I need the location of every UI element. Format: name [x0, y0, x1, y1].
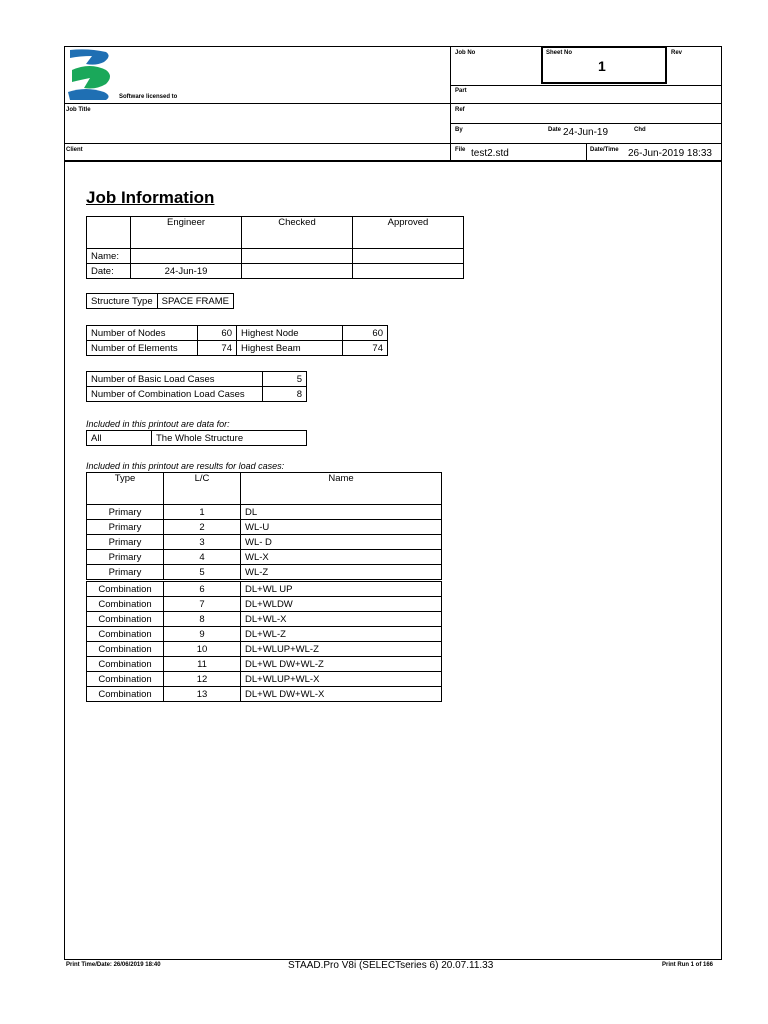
counts-table	[86, 325, 388, 356]
highest-beam-value: 74	[343, 341, 388, 356]
highest-node-value: 60	[343, 326, 388, 341]
table-row	[87, 687, 442, 702]
highest-node-label: Highest Node	[237, 326, 343, 341]
approval-date-label: Date:	[87, 264, 131, 279]
included-data-caption: Included in this printout are data for:	[86, 419, 230, 429]
footer-print-time: Print Time/Date: 26/06/2019 18:40	[66, 962, 161, 968]
approval-col-checked: Checked	[242, 217, 353, 249]
results-header-name: Name	[241, 473, 442, 505]
header-rule	[64, 103, 722, 104]
result-name: DL+WLUP+WL-X	[241, 672, 442, 687]
table-row	[87, 550, 442, 565]
result-lc: 13	[164, 687, 241, 702]
result-lc: 4	[164, 550, 241, 565]
table-row	[87, 672, 442, 687]
job-title-label: Job Title	[66, 107, 91, 113]
result-lc: 7	[164, 597, 241, 612]
page-title: Job Information	[86, 188, 215, 207]
result-type: Combination	[87, 597, 164, 612]
approval-corner-cell	[87, 217, 131, 249]
result-name: DL+WLDW	[241, 597, 442, 612]
result-name: DL+WL DW+WL-Z	[241, 657, 442, 672]
combo-load-cases-label: Number of Combination Load Cases	[87, 387, 263, 402]
result-type: Combination	[87, 642, 164, 657]
approval-col-engineer: Engineer	[131, 217, 242, 249]
structure-type-label: Structure Type	[87, 294, 158, 309]
result-type: Primary	[87, 550, 164, 565]
by-label: By	[455, 127, 463, 133]
table-row	[87, 505, 442, 520]
result-lc: 6	[164, 581, 241, 597]
result-lc: 11	[164, 657, 241, 672]
result-type: Combination	[87, 687, 164, 702]
approval-col-approved: Approved	[353, 217, 464, 249]
chd-label: Chd	[634, 127, 646, 133]
result-type: Combination	[87, 657, 164, 672]
part-label: Part	[455, 88, 467, 94]
table-row	[87, 657, 442, 672]
bentley-b-logo-icon	[66, 48, 118, 107]
client-label: Client	[66, 147, 83, 153]
basic-load-cases-label: Number of Basic Load Cases	[87, 372, 263, 387]
header-rule	[64, 143, 722, 144]
rev-label: Rev	[671, 50, 683, 56]
table-row	[87, 581, 442, 597]
datetime-value: 26-Jun-2019 18:33	[628, 148, 712, 159]
result-name: DL+WL DW+WL-X	[241, 687, 442, 702]
result-type: Primary	[87, 565, 164, 581]
result-name: DL+WL-Z	[241, 627, 442, 642]
results-header-lc: L/C	[164, 473, 241, 505]
software-licensed-label: Software licensed to	[119, 94, 178, 100]
result-type: Primary	[87, 520, 164, 535]
date-value: 24-Jun-19	[563, 127, 609, 138]
elements-value: 74	[198, 341, 237, 356]
result-lc: 8	[164, 612, 241, 627]
structure-type-table	[86, 293, 234, 309]
datetime-label: Date/Time	[590, 147, 619, 153]
ref-label: Ref	[455, 107, 465, 113]
date-label: Date	[548, 127, 562, 133]
approval-date-checked	[242, 264, 353, 279]
result-name: DL+WL UP	[241, 581, 442, 597]
result-lc: 9	[164, 627, 241, 642]
included-data-scope: The Whole Structure	[152, 431, 307, 446]
header-divider	[586, 143, 587, 160]
approval-name-approved	[353, 249, 464, 264]
table-row	[87, 597, 442, 612]
result-type: Primary	[87, 505, 164, 520]
result-name: DL+WL-X	[241, 612, 442, 627]
result-name: DL+WLUP+WL-Z	[241, 642, 442, 657]
result-lc: 10	[164, 642, 241, 657]
file-value: test2.std	[471, 148, 509, 159]
result-type: Combination	[87, 581, 164, 597]
table-row	[87, 627, 442, 642]
approval-date-engineer: 24-Jun-19	[131, 264, 242, 279]
nodes-value: 60	[198, 326, 237, 341]
included-data-all: All	[87, 431, 152, 446]
nodes-label: Number of Nodes	[87, 326, 198, 341]
table-row	[87, 642, 442, 657]
result-type: Combination	[87, 612, 164, 627]
load-case-count-table	[86, 371, 307, 402]
approval-table	[86, 216, 464, 279]
included-data-table	[86, 430, 307, 446]
sheet-no-label: Sheet No	[546, 50, 573, 56]
result-lc: 12	[164, 672, 241, 687]
result-name: WL-X	[241, 550, 442, 565]
elements-label: Number of Elements	[87, 341, 198, 356]
footer-software: STAAD.Pro V8i (SELECTseries 6) 20.07.11.33	[288, 960, 494, 971]
header-rule	[450, 123, 722, 124]
result-name: DL	[241, 505, 442, 520]
footer-print-run: Print Run 1 of 166	[662, 962, 714, 968]
load-case-results-table	[86, 472, 442, 702]
approval-name-checked	[242, 249, 353, 264]
result-lc: 5	[164, 565, 241, 581]
included-results-caption: Included in this printout are results for load cases:	[86, 461, 285, 471]
table-row	[87, 520, 442, 535]
combo-load-cases-value: 8	[263, 387, 307, 402]
table-row	[87, 565, 442, 581]
job-no-label: Job No	[455, 50, 476, 56]
header-rule	[450, 85, 722, 86]
table-row	[87, 535, 442, 550]
table-row	[87, 612, 442, 627]
header-rule	[64, 160, 722, 162]
approval-name-engineer	[131, 249, 242, 264]
result-type: Combination	[87, 672, 164, 687]
result-type: Primary	[87, 535, 164, 550]
results-header-type: Type	[87, 473, 164, 505]
result-name: WL-Z	[241, 565, 442, 581]
result-lc: 2	[164, 520, 241, 535]
highest-beam-label: Highest Beam	[237, 341, 343, 356]
result-type: Combination	[87, 627, 164, 642]
sheet-no-value: 1	[598, 58, 606, 74]
result-lc: 3	[164, 535, 241, 550]
result-name: WL- D	[241, 535, 442, 550]
result-name: WL-U	[241, 520, 442, 535]
result-lc: 1	[164, 505, 241, 520]
approval-name-label: Name:	[87, 249, 131, 264]
approval-date-approved	[353, 264, 464, 279]
structure-type-value: SPACE FRAME	[157, 294, 233, 309]
basic-load-cases-value: 5	[263, 372, 307, 387]
file-label: File	[455, 147, 466, 153]
